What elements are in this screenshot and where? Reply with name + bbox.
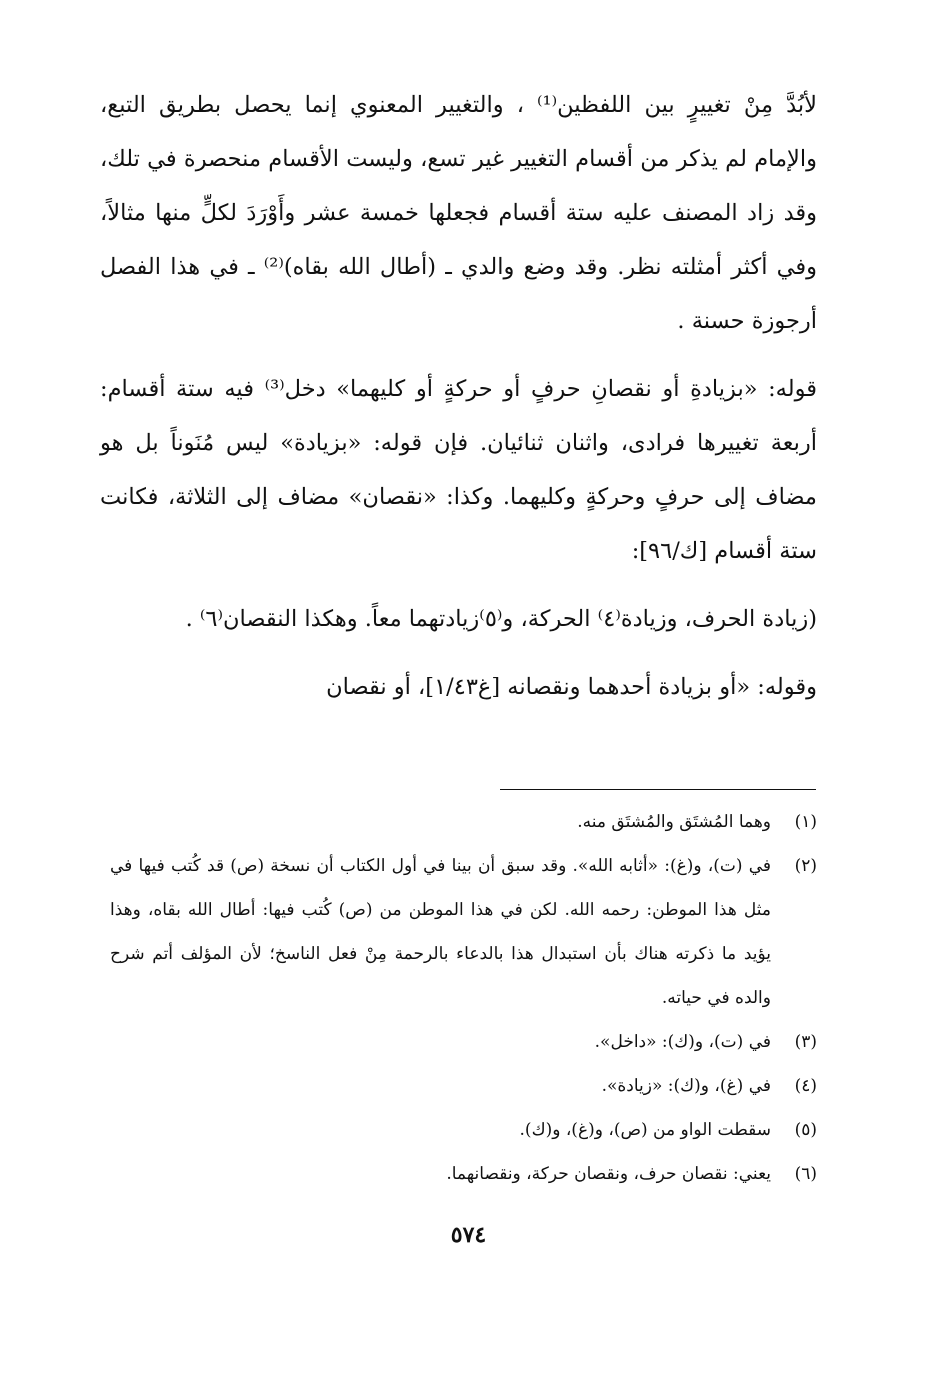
footnote-6 [110, 1152, 817, 1196]
paragraph-1: لأبُدَّ مِنْ تغييرٍ بين اللفظين⁽¹⁾ ، والتغيير المعنوي إنما يحصل بطريق التبع، والإمام لم يذكر من أقسام التغيير غير تسع، وليست الأقسام منحصرة في تلك، وقد زاد المصنف عليه ستة أقسام فجعلها خمسة عشر وأَوْرَدَ لكلٍّ منها مثالاً، وفي أكثر أمثلته نظر. وقد وضع والدي ـ (أطال الله بقاه)⁽²⁾ ـ في هذا الفصل أرجوزة حسنة . [100, 92, 817, 334]
footnote-text: يعني: نقصان حرف، ونقصان حركة، ونقصانهما. [446, 1164, 771, 1184]
main-text [100, 78, 817, 714]
footnote-text: وهما المُشتَق والمُشتَق منه. [577, 812, 771, 832]
paragraph-2: قوله: «بزيادةِ أو نقصانِ حرفٍ أو حركةٍ أو كليهما» دخل⁽³⁾ فيه ستة أقسام: أربعة تغييرها فرادى، واثنان ثنائيان. فإن قوله: «بزيادة» ليس مُنَوناً بل هو مضاف إلى حرفٍ وحركةٍ وكليهما. وكذا: «نقصان» مضاف إلى الثلاثة، فكانت ستة أقسام [ك/٩٦]: [100, 376, 817, 564]
footnote-separator [500, 789, 816, 790]
footnote-5 [110, 1108, 817, 1152]
footnotes [110, 800, 817, 1196]
footnote-number: (١) [794, 812, 817, 832]
footnote-text: في (غ)، و(ك): «زيادة». [601, 1076, 771, 1096]
footnote-number: (٦) [794, 1164, 817, 1184]
paragraph-4: وقوله: «أو بزيادة أحدهما ونقصانه [غ١/٤٣]، أو نقصان [326, 674, 817, 700]
footnote-number: (٢) [794, 856, 817, 876]
page-number: ٥٧٤ [450, 1222, 487, 1248]
footnote-4 [110, 1064, 817, 1108]
footnote-text: في (ت)، و(ك): «داخل». [594, 1032, 771, 1052]
footnote-2 [110, 844, 817, 1020]
footnote-text: في (ت)، و(غ): «أثابه الله». وقد سبق أن بينا في أول الكتاب أن نسخة (ص) قد كُتب فيها في مثل هذا الموطن: رحمه الله. لكن في هذا الموطن من (ص) كُتب فيها: أطال الله بقاه، وهذا يؤيد ما ذكرته هناك بأن استبدال هذا بالدعاء بالرحمة مِنْ فعل الناسخ؛ لأن المؤلف أتم شرح والده في حياته. [110, 856, 771, 1008]
footnote-number: (٤) [794, 1076, 817, 1096]
footnote-number: (٣) [794, 1032, 817, 1052]
footnote-number: (٥) [794, 1120, 817, 1140]
footnote-text: سقطت الواو من (ص)، و(غ)، و(ك). [519, 1120, 771, 1140]
footnote-1 [110, 800, 817, 844]
paragraph-3: (زيادة الحرف، وزيادة⁽٤⁾ الحركة، و⁽٥⁾زيادتهما معاً. وهكذا النقصان⁽٦⁾ . [185, 606, 817, 632]
footnote-3 [110, 1020, 817, 1064]
